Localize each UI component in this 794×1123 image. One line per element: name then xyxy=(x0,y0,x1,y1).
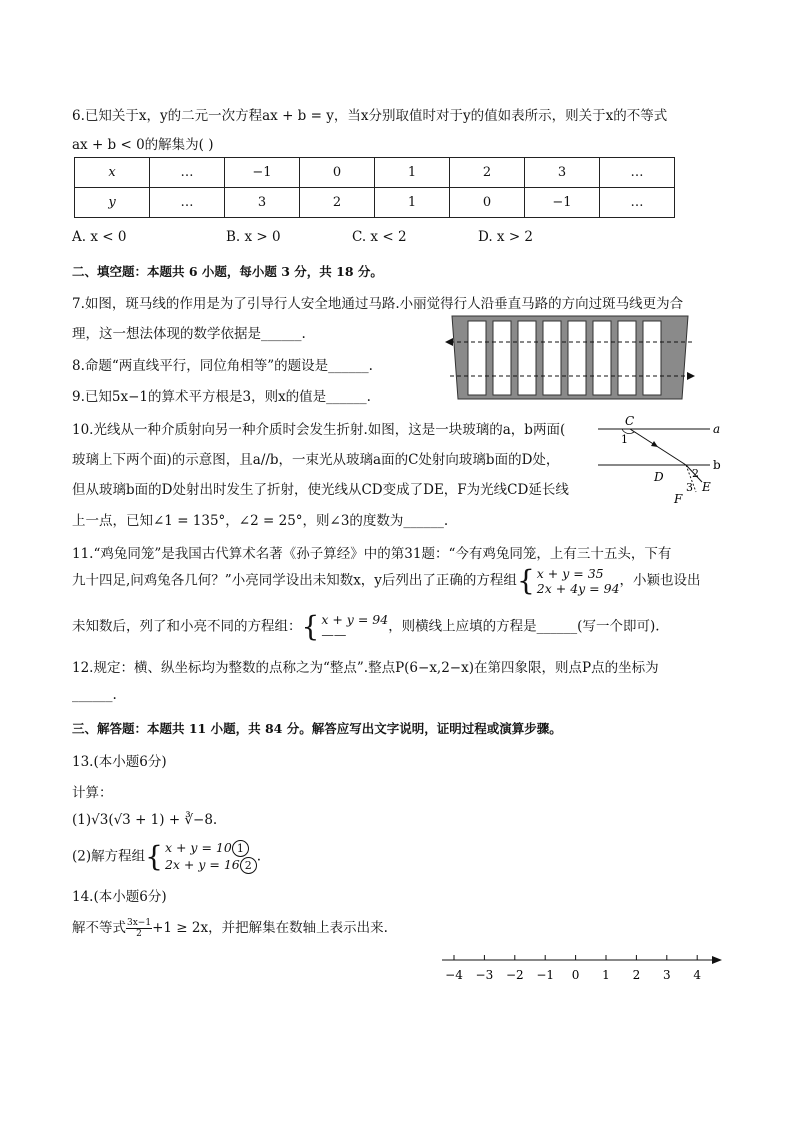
q10-line4: 上一点，已知∠1 = 135°，∠2 = 25°，则∠3的度数为______. xyxy=(72,513,449,529)
q11-line3 xyxy=(72,612,660,642)
axis-tick-label: −3 xyxy=(475,968,494,982)
table-row-y xyxy=(75,188,675,218)
zebra-crossing-figure xyxy=(442,313,698,403)
q13-title: 13.(本小题6分) xyxy=(72,754,167,770)
q11-line2-text-a: 九十四足,问鸡兔各几何？”小亮同学设出未知数x，y后列出了正确的方程组 xyxy=(72,572,517,589)
table-cell: −1 xyxy=(225,158,300,188)
table-cell: y xyxy=(75,188,150,218)
table-cell: … xyxy=(150,188,225,218)
q13-part2-prefix: (2)解方程组 xyxy=(72,848,146,865)
table-cell: … xyxy=(600,158,675,188)
axis-tick-label: 4 xyxy=(693,968,702,982)
q9-stem: 9.已知5x−1的算术平方根是3，则x的值是______. xyxy=(72,389,371,405)
table-cell: 1 xyxy=(375,188,450,218)
refraction-figure xyxy=(592,412,732,508)
q13-part1: (1)√3(√3 + 1) + ∛−8. xyxy=(72,812,218,828)
q12-line1: 12.规定：横、纵坐标均为整数的点称之为“整点”.整点P(6−x,2−x)在第四象限，则点P点的坐标为 xyxy=(72,660,659,676)
q7-line2: 理，这一想法体现的数学依据是______. xyxy=(72,326,306,342)
q14-title: 14.(本小题6分) xyxy=(72,889,167,905)
table-cell: … xyxy=(150,158,225,188)
q13-intro: 计算： xyxy=(72,785,113,801)
q14-stem xyxy=(72,916,388,939)
table-cell: 1 xyxy=(375,158,450,188)
table-cell: 3 xyxy=(525,158,600,188)
table-cell: 0 xyxy=(450,188,525,218)
table-row-x xyxy=(75,158,675,188)
table-cell: … xyxy=(600,188,675,218)
q6-value-table xyxy=(74,157,675,218)
q6-option-c: C. x < 2 xyxy=(352,229,407,245)
q11-line2 xyxy=(72,566,701,596)
q12-line2: ______. xyxy=(72,687,117,703)
q13-part2-suffix: . xyxy=(256,848,262,865)
q6-option-b: B. x > 0 xyxy=(226,229,281,245)
axis-tick-label: 0 xyxy=(571,968,580,982)
q8-stem: 8.命题“两直线平行，同位角相等”的题设是______. xyxy=(72,358,373,374)
table-cell: 2 xyxy=(300,188,375,218)
q6-option-a: A. x < 0 xyxy=(72,229,127,245)
q11-system-b-eq2: —— xyxy=(321,627,347,642)
q10-line3: 但从玻璃b面的D处射出时发生了折射，使光线从CD变成了DE，F为光线CD延长线 xyxy=(72,482,569,498)
q6-stem-line1: 6.已知关于x，y的二元一次方程ax + b = y，当x分别取值时对于y的值如表所示，则关于x的不等式 xyxy=(72,108,668,124)
q11-system-b-eq1: x + y = 94 xyxy=(321,612,389,627)
q11-line3-text-a: 未知数后，列了和小亮不同的方程组： xyxy=(72,618,302,635)
q11-line1: 11.“鸡兔同笼”是我国古代算术名著《孙子算经》中的第31题：“今有鸡兔同笼，上有三十五头，下有 xyxy=(72,546,672,562)
table-cell: 0 xyxy=(300,158,375,188)
number-line xyxy=(440,950,730,986)
label-c: C xyxy=(625,414,635,428)
q13-system-eq2: 2x + y = 16 xyxy=(164,857,240,872)
q6-option-d: D. x > 2 xyxy=(478,229,534,245)
axis-tick-label: −1 xyxy=(536,968,555,982)
q11-system-b xyxy=(321,612,388,642)
angle-1-label: 1 xyxy=(621,433,628,446)
left-brace: { xyxy=(516,564,535,597)
q11-system-a-eq1: x + y = 35 xyxy=(536,566,604,581)
label-b: b xyxy=(713,458,721,472)
q14-text-a: 解不等式 xyxy=(72,920,126,936)
angle-3-label: 3 xyxy=(686,481,693,494)
q11-line3-text-b: ，则横线上应填的方程是______(写一个即可). xyxy=(388,618,660,635)
axis-tick-label: −2 xyxy=(505,968,524,982)
fraction-numerator: 3x−1 xyxy=(127,918,152,928)
q7-line1: 7.如图，斑马线的作用是为了引导行人安全地通过马路.小丽觉得行人沿垂直马路的方向过斑马线更为合 xyxy=(72,296,684,312)
q14-fraction xyxy=(126,918,152,939)
q11-system-a-eq2: 2x + 4y = 94 xyxy=(536,581,620,596)
axis-tick-label: −4 xyxy=(445,968,463,982)
q11-system-a xyxy=(537,566,620,596)
table-cell: x xyxy=(75,158,150,188)
section-2-heading: 二、填空题：本题共 6 小题，每小题 3 分，共 18 分。 xyxy=(72,264,383,279)
axis-tick-label: 3 xyxy=(662,968,671,982)
angle-2-label: 2 xyxy=(692,467,699,480)
label-a: a xyxy=(713,422,721,436)
q13-system-eq1: x + y = 10 xyxy=(164,840,232,855)
table-cell: 3 xyxy=(225,188,300,218)
q11-line2-text-b: ，小颖也设出 xyxy=(619,572,701,589)
label-e: E xyxy=(702,480,711,494)
q14-text-b: +1 ≥ 2x，并把解集在数轴上表示出来. xyxy=(152,920,388,936)
left-brace: { xyxy=(145,840,163,873)
q10-line1: 10.光线从一种介质射向另一种介质时会发生折射.如图，这是一块玻璃的a，b两面( xyxy=(72,422,566,438)
q10-line2: 玻璃上下两个面)的示意图，且a//b，一束光从玻璃a面的C处射向玻璃b面的D处， xyxy=(72,452,560,468)
circled-number: 2 xyxy=(240,857,257,874)
fraction-denominator: 2 xyxy=(136,929,142,939)
left-brace: { xyxy=(301,610,320,643)
label-f: F xyxy=(674,492,683,506)
axis-tick-label: 2 xyxy=(632,968,641,982)
label-d: D xyxy=(654,470,664,484)
table-cell: −1 xyxy=(525,188,600,218)
q6-stem-line2: ax + b < 0的解集为( ) xyxy=(72,137,214,153)
section-3-heading: 三、解答题：本题共 11 小题，共 84 分。解答应写出文字说明，证明过程或演算步骤。 xyxy=(72,721,562,736)
q13-system xyxy=(165,840,257,874)
table-cell: 2 xyxy=(450,158,525,188)
q13-part2 xyxy=(72,840,261,874)
circled-number: 1 xyxy=(232,840,249,857)
axis-tick-label: 1 xyxy=(602,968,610,982)
